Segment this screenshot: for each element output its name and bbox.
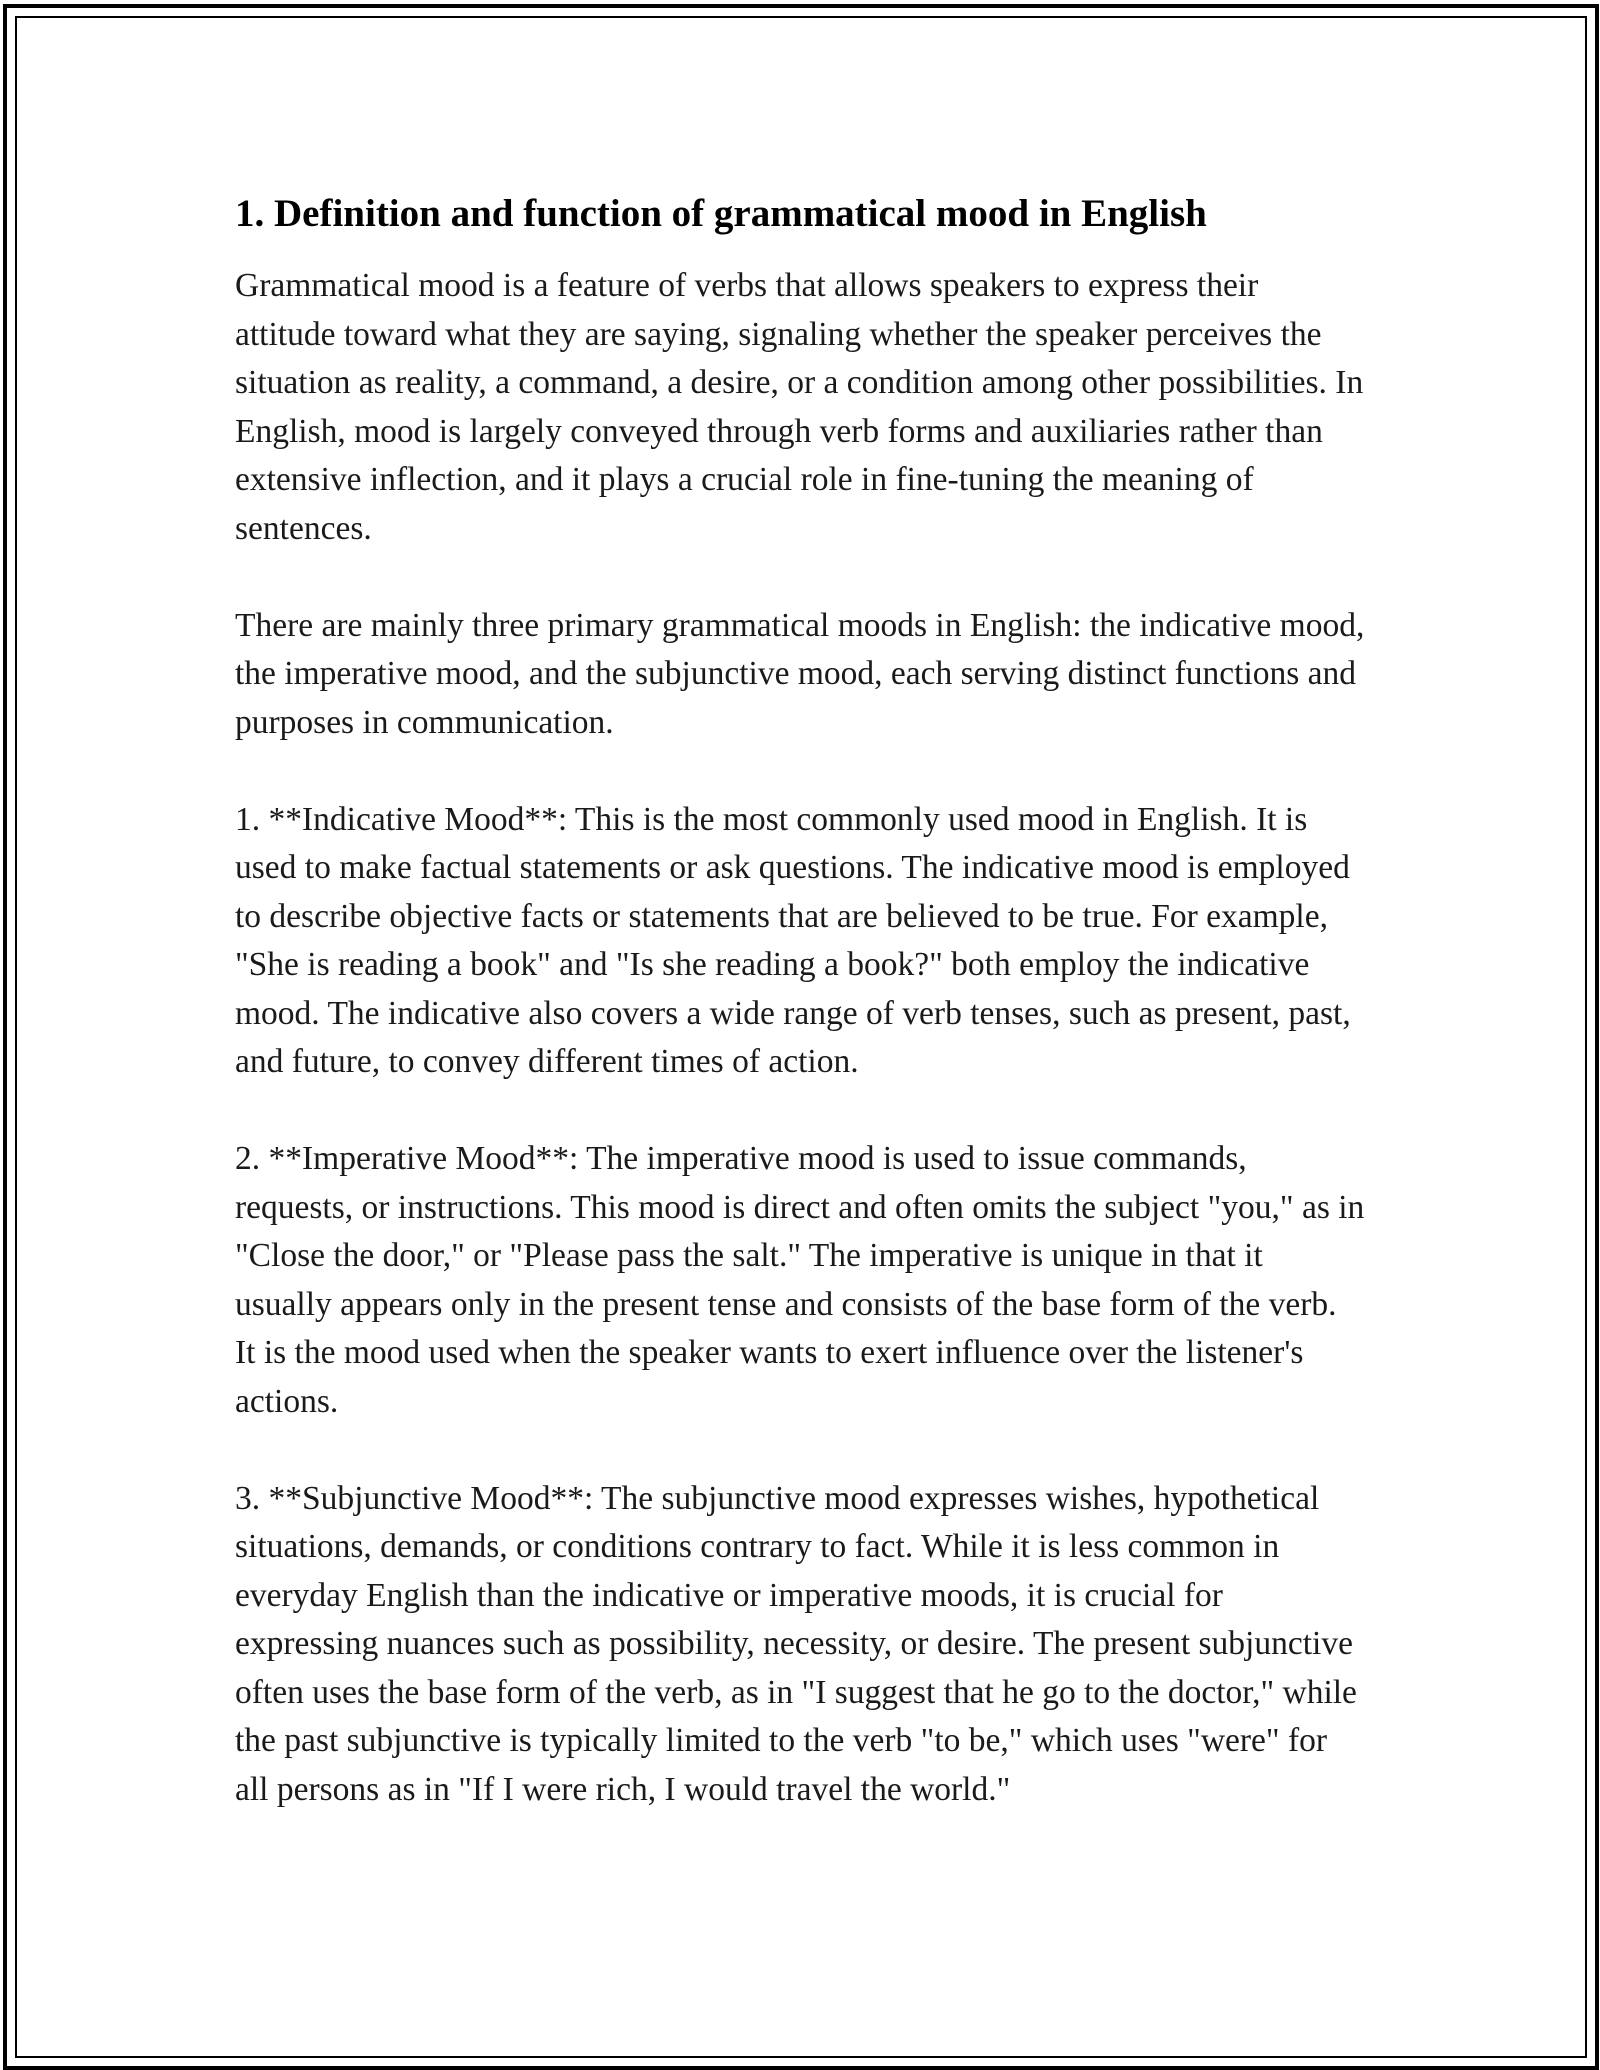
document-body	[235, 188, 1365, 1863]
paragraph-imperative-mood: 2. **Imperative Mood**: The imperative mood is used to issue commands, requests, or instructions. This mood is direct and often omits the subject "you," as in "Close the door," or "Please pass the salt." The imperative is unique in that it usually appears only in the present tense and consists of the base form of the verb. It is the mood used when the speaker wants to exert influence over the listener's actions.	[235, 1140, 1365, 1420]
paragraph-indicative-mood: 1. **Indicative Mood**: This is the most commonly used mood in English. It is used to make factual statements or ask questions. The indicative mood is employed to describe objective facts or statements that are believed to be true. For example, "She is reading a book" and "Is she reading a book?" both employ the indicative mood. The indicative also covers a wide range of verb tenses, such as present, past, and future, to convey different times of action.	[235, 800, 1351, 1080]
paragraph-three-moods: There are mainly three primary grammatical moods in English: the indicative mood, the imperative mood, and the subjunctive mood, each serving distinct functions and purposes in communication.	[235, 606, 1365, 741]
section-heading: 1. Definition and function of grammatical mood in English	[235, 192, 1207, 235]
paragraph-subjunctive-mood: 3. **Subjunctive Mood**: The subjunctive mood expresses wishes, hypothetical situations, demands, or conditions contrary to fact. While it is less common in everyday English than the indicative or imperative moods, it is crucial for expressing nuances such as possibility, necessity, or desire. The present subjunctive often uses the base form of the verb, as in "I suggest that he go to the doctor," while the past subjunctive is typically limited to the verb "to be," which uses "were" for all persons as in "If I were rich, I would travel the world."	[235, 1479, 1357, 1808]
paragraph-definition: Grammatical mood is a feature of verbs that allows speakers to express their attitude toward what they are saying, signaling whether the speaker perceives the situation as reality, a command, a desire, or a condition among other possibilities. In English, mood is largely conveyed through verb forms and auxiliaries rather than extensive inflection, and it plays a crucial role in fine-tuning the meaning of sentences.	[235, 267, 1364, 547]
